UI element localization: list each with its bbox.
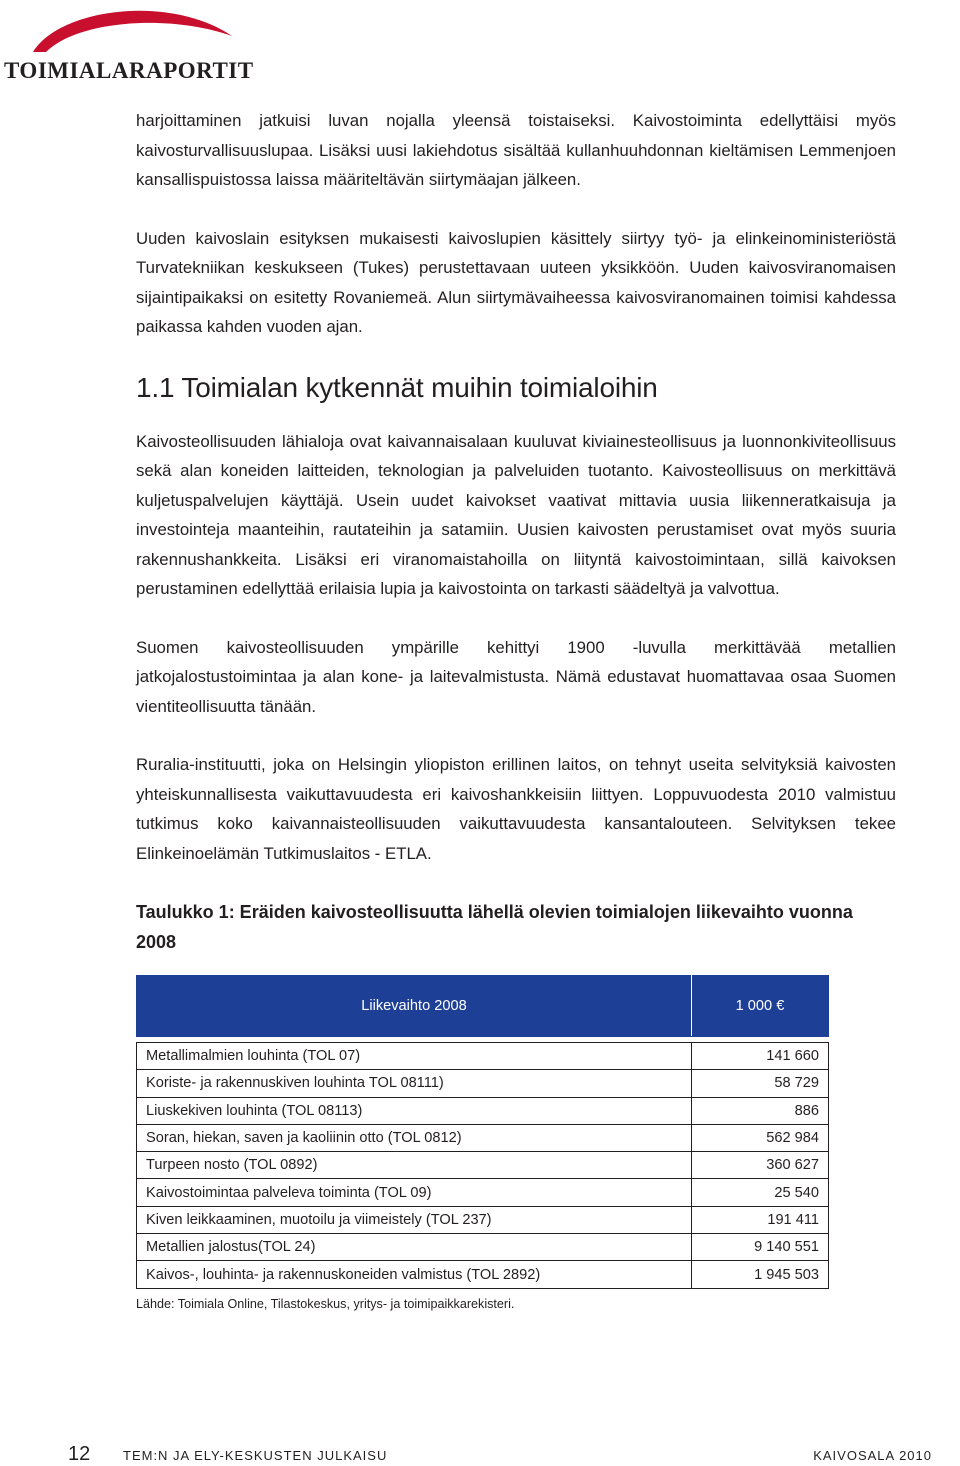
table-row xyxy=(137,1206,829,1233)
table-row xyxy=(137,1234,829,1261)
table-row xyxy=(137,1124,829,1151)
footer-report: KAIVOSALA 2010 xyxy=(813,1448,932,1463)
section-heading: 1.1 Toimialan kytkennät muihin toimialoihin xyxy=(136,371,658,403)
table-caption: Taulukko 1: Eräiden kaivosteollisuutta lähellä olevien toimialojen liikevaihto vuonna 2008 xyxy=(136,902,853,952)
row-label: Kiven leikkaaminen, muotoilu ja viimeistely (TOL 237) xyxy=(137,1206,692,1233)
table-row xyxy=(137,1097,829,1124)
paragraph: Uuden kaivoslain esityksen mukaisesti kaivoslupien käsittely siirtyy työ- ja elinkeinoministeriöstä Turvatekniikan keskukseen (Tukes) perustettavaan uuteen yksikköön. Uuden kaivosviranomaisen sijaintipaikaksi on esitetty Rovaniemeä. Alun siirtymävaiheessa kaivosviranomainen toimisi kahdessa paikassa kahden vuoden ajan. xyxy=(136,228,896,336)
logo-arc-icon xyxy=(0,0,240,60)
table-row xyxy=(137,1043,829,1070)
page-content xyxy=(136,106,896,1311)
row-label: Koriste- ja rakennuskiven louhinta TOL 08111) xyxy=(137,1070,692,1097)
row-label: Turpeen nosto (TOL 0892) xyxy=(137,1152,692,1179)
row-value: 360 627 xyxy=(692,1152,829,1179)
footer-publisher: TEM:N JA ELY-KESKUSTEN JULKAISU xyxy=(123,1448,388,1463)
table-row xyxy=(137,1152,829,1179)
paragraph: Ruralia-instituutti, joka on Helsingin yliopiston erillinen laitos, on tehnyt useita selvityksiä kaivosten yhteiskunnallisesta vaikuttavuudesta eri kaivoshankkeisiin liittyen. Loppuvuodesta 2010 valmistuu tutkimus koko kaivannaisteollisuuden vaikuttavuudesta kansantalouteen. Selvityksen tekee Elinkeinoelämän Tutkimuslaitos - ETLA. xyxy=(136,755,896,863)
row-value: 141 660 xyxy=(692,1043,829,1070)
row-value: 25 540 xyxy=(692,1179,829,1206)
row-value: 9 140 551 xyxy=(692,1234,829,1261)
row-label: Kaivostoimintaa palveleva toiminta (TOL 09) xyxy=(137,1179,692,1206)
header-unit: 1 000 € xyxy=(692,976,829,1037)
row-label: Soran, hiekan, saven ja kaoliinin otto (TOL 0812) xyxy=(137,1124,692,1151)
header-label: Liikevaihto 2008 xyxy=(137,976,692,1037)
table-source: Lähde: Toimiala Online, Tilastokeskus, yritys- ja toimipaikkarekisteri. xyxy=(136,1296,515,1311)
page-number: 12 xyxy=(68,1443,91,1465)
toimialaraportit-logo xyxy=(0,0,254,90)
row-value: 1 945 503 xyxy=(692,1261,829,1288)
paragraph: Kaivosteollisuuden lähialoja ovat kaivannaisalaan kuuluvat kiviainesteollisuus ja luonnonkiviteollisuus sekä alan koneiden laitteiden, teknologian ja palveluiden tuotanto. Kaivosteollisuus on merkittävä kuljetuspalvelujen käyttäjä. Usein uudet kaivokset vaativat mittavia uusia liikenneratkaisuja ja investointeja maanteihin, rautateihin ja satamiin. Uusien kaivosten perustamiset ovat myös suuria rakennushankkeita. Lisäksi eri viranomaistahoilla on liityntä kaivostoimintaan, sillä kaivoksen perustaminen edellyttää erilaisia lupia ja kaivostointa on tarkasti säädeltyä ja valvottua. xyxy=(136,431,896,598)
row-label: Kaivos-, louhinta- ja rakennuskoneiden valmistus (TOL 2892) xyxy=(137,1261,692,1288)
row-label: Metallimalmien louhinta (TOL 07) xyxy=(137,1043,692,1070)
row-value: 191 411 xyxy=(692,1206,829,1233)
table-header-row xyxy=(137,976,829,1037)
row-label: Liuskekiven louhinta (TOL 08113) xyxy=(137,1097,692,1124)
table-row xyxy=(137,1070,829,1097)
row-label: Metallien jalostus(TOL 24) xyxy=(137,1234,692,1261)
paragraph: Suomen kaivosteollisuuden ympärille kehittyi 1900 -luvulla merkittävää metallien jatkojalostustoimintaa ja alan kone- ja laitevalmistusta. Nämä edustavat huomattavaa osaa Suomen vientiteollisuutta tänään. xyxy=(136,637,896,716)
paragraph: harjoittaminen jatkuisi luvan nojalla yleensä toistaiseksi. Kaivostoiminta edellyttäisi myös kaivosturvallisuuslupaa. Lisäksi uusi lakiehdotus sisältää kullanhuuhdonnan kieltämisen Lemmenjoen kansallispuistossa laissa määriteltävän siirtymäajan jälkeen. xyxy=(136,111,896,189)
row-value: 58 729 xyxy=(692,1070,829,1097)
row-value: 886 xyxy=(692,1097,829,1124)
table-row xyxy=(137,1179,829,1206)
logo-text: TOIMIALARAPORTIT xyxy=(4,58,254,83)
revenue-table xyxy=(136,975,829,1289)
table-row xyxy=(137,1261,829,1288)
row-value: 562 984 xyxy=(692,1124,829,1151)
